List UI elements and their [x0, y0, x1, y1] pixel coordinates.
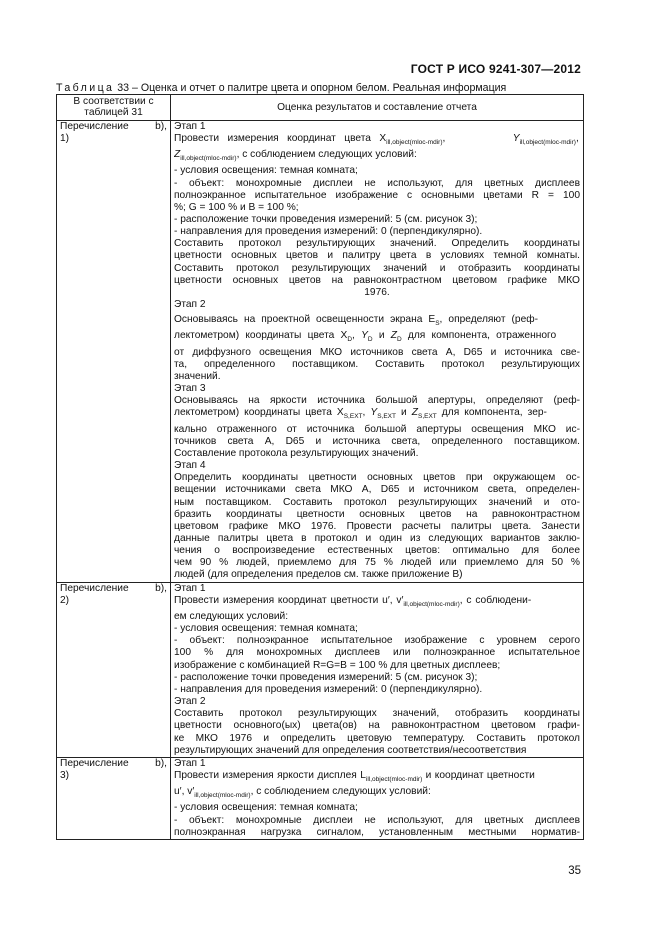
evaluation-table: [56, 94, 584, 840]
col2-header: Оценка результатов и составление отчета: [171, 95, 584, 121]
caption-label: Таблица: [56, 82, 115, 94]
row-reference: Перечисление b), 3): [57, 757, 171, 839]
table-header-row: [57, 95, 584, 121]
col1-header: В соответствии с таблицей 31: [57, 95, 171, 121]
row-content: Этап 1 Провести измерения координат цветности u′, $v'_{ill,object(mloc-mdir)}$, с соблюдени- ем следующих условий: - условия освещения: темная комната; - объект: полноэкранное испытательное изображение с уровнем серого 100 % для монохромных дисплеев или полноэкранное испытательное изображение с комбинацией R=G=B = 100 % для цветных дисплеев; - расположение точки проведения измерений: 5 (см. рисунок 3); - направления для проведения измерений: 0 (перпендикулярно). Этап 2 Составить протокол результирующих значений, отобразить координаты цветности основного(ых) цвета(ов) на равноконтрастном цветовом графи- ке МКО 1976 и определить цветовую температуру. Составить протокол результирующих значений для определения соответствия/несоответствия: [171, 582, 584, 757]
document-header: ГОСТ Р ИСО 9241-307—2012: [410, 62, 581, 76]
row-reference: Перечисление b), 1): [57, 120, 171, 582]
table-caption: [56, 82, 506, 94]
table-row: [57, 757, 584, 839]
table-row: [57, 582, 584, 757]
table-row: [57, 120, 584, 582]
row-content: Этап 1 Провести измерения яркости дисплея $L_{ill,object(mloc-mdir)}$ и координат цветности u′, $v'_{ill,object(mloc-mdir)}$, с соблюдением следующих условий: - условия освещения: темная комната; - объект: монохромные дисплеи не используют, для цветных дисплеев полноэкранная нагрузка сигналом, установленным местными норматив-: [171, 757, 584, 839]
row-content: Этап 1 Провести измерения координат цвета $X_{ill,object(mloc-mdir)}$, $Y_{ill,object(mloc-mdir)}$, $Z_{ill,object(mloc-mdir)}$, с соблюдением следующих условий: - условия освещения: темная комната; - объект: монохромные дисплеи не используют, для цветных дисплеев полноэкранное испытательное изображение с основными цветами R = 100 %; G = 100 % и B = 100 %; - расположение точки проведения измерений: 5 (см. рисунок 3); - направления для проведения измерений: 0 (перпендикулярно). Составить протокол результирующих значений. Определить координаты цветности основных цветов и палитру цвета в условиях темной комнаты. Составить протокол результирующих значений и отобразить координаты цветности основных цветов на равноконтрастном цветовом графике МКО 1976. Этап 2 Основываясь на проектной освещенности экрана $E_S$, определяют (реф- лектометром) координаты цвета $X_D$, $Y_D$ и $Z_D$ для компонента, отраженного от диффузного освещения МКО источников света A, D65 и источника све- та, определенного поставщиком. Составить протокол результирующих значений. Этап 3 Основываясь на яркости источника большой апертуры, определяют (реф- лектометром) координаты цвета $X_{S,EXT}$, $Y_{S,EXT}$ и $Z_{S,EXT}$ для компонента, зер- кально отраженного от источника большой апертуры освещения МКО ис- точников света A, D65 и источника света, определенного поставщиком. Составление протокола результирующих значений. Этап 4 Определить координаты цветности основных цветов при окружающем ос- вещении источниками света МКО A, D65 и источником света, определен- ным поставщиком. Составить протокол результирующих значений и ото- бразить координаты цветности основных цветов на равноконтрастном цветовом графике МКО 1976. Провести расчеты палитры цвета. Занести данные палитры цвета в протокол и один из следующих вариантов заклю- чения о воспроизведение естественных цветов: оптимально для более чем 90 % людей, приемлемо для 75 % людей или приемлемо для 50 % людей (для определения пределов см. также приложение В): [171, 120, 584, 582]
caption-text: 33 – Оценка и отчет о палитре цвета и опорном белом. Реальная информация: [114, 82, 507, 94]
row-reference: Перечисление b), 2): [57, 582, 171, 757]
page-number: 35: [568, 865, 581, 877]
